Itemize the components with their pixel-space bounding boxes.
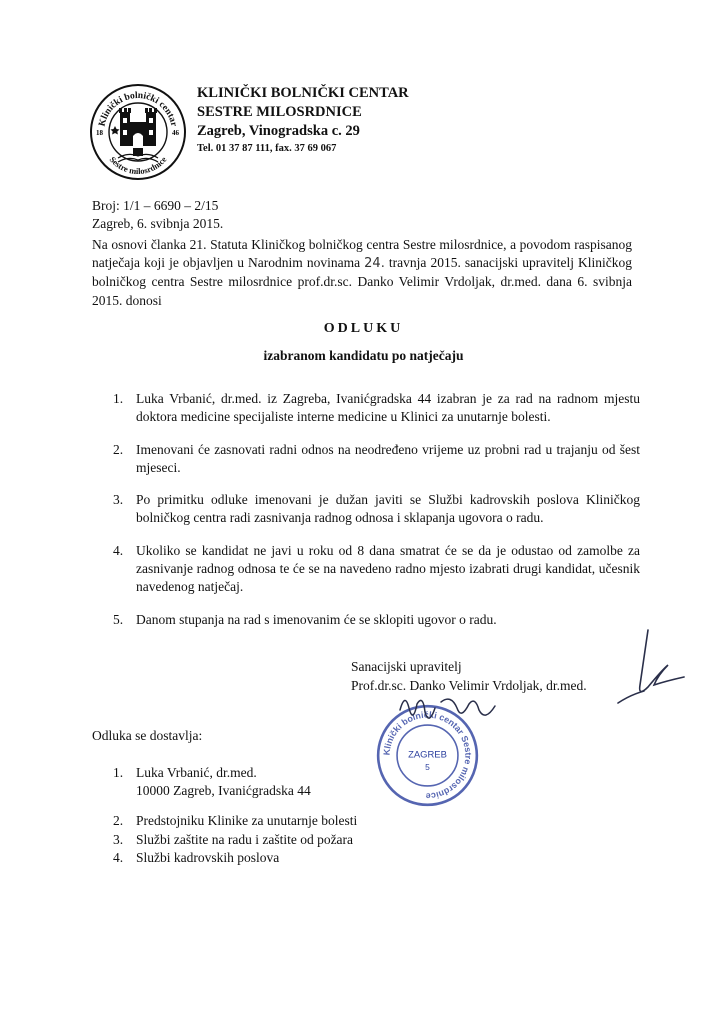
institution-address: Zagreb, Vinogradska c. 29 [197,123,360,139]
recipient-number: 1. [113,765,124,780]
signatory-name: Prof.dr.sc. Danko Velimir Vrdoljak, dr.med. [351,678,587,693]
institution-name-line1: KLINIČKI BOLNIČKI CENTAR [197,85,409,101]
stamp-city: ZAGREB [408,749,447,761]
stamp-ring-text: Klinički bolnički centar Sestre milosrdnice [381,709,474,802]
intro-paragraph [92,236,632,310]
logo-ring-bottom: Sestre milosrdnice [107,154,169,177]
decision-item [100,390,640,427]
recipient-name: Luka Vrbanić, dr.med. [136,765,257,780]
initials-signature [395,690,505,730]
decision-item [100,542,640,597]
decision-items [100,390,640,629]
decision-item [100,611,640,629]
logo-year-left: 18 [96,129,103,137]
handwritten-signature [610,625,690,710]
item-number: 2. [113,441,124,457]
recipient-name: Predstojniku Klinike za unutarnje bolesti [136,813,358,829]
hospital-logo-seal [88,82,188,182]
handwritten-day: 24. [364,256,385,272]
institution-header [197,84,409,157]
distribution-list [100,764,357,867]
institution-name-line2: SESTRE MILOSRDNICE [197,104,362,120]
item-text: Imenovani će zasnovati radni odnos na neodređeno vrijeme uz probni rad u trajanju od šest mjeseci. [136,441,640,475]
recipient-number: 2. [113,813,124,829]
item-number: 1. [113,391,124,406]
item-number: 3. [113,492,124,508]
decision-item [100,491,640,528]
recipient-name: Službi kadrovskih poslova [136,849,280,865]
recipient-item [100,764,357,800]
signatory-role: Sanacijski upravitelj [351,659,462,674]
place-date: Zagreb, 6. svibnja 2015. [92,216,224,231]
logo-ring-top: Klinički bolnički centar [97,90,179,128]
decision-title: ODLUKU [323,321,404,336]
logo-year-right: 46 [172,129,179,137]
recipient-item [100,812,357,830]
star-icon [111,126,120,135]
item-number: 5. [113,611,124,627]
recipient-number: 4. [113,849,124,865]
intro-text-before: Na osnovi članka 21. Statuta Kliničkog bolničkog centra Sestre milosrdnice, a povodom raspisanog natječaja koji je objavljen u Narodnim novinama [92,237,632,271]
item-text: Po primitku odluke imenovani je dužan javiti se Službi kadrovskih poslova Kliničkog bolničkog centra radi zasnivanja radnog odnosa i sklapanja ugovora o radu. [136,492,640,526]
recipient-item [100,831,357,849]
intro-text-after: travnja 2015. sanacijski upravitelj Kliničkog bolničkog centra Sestre milosrdnice prof.dr.sc. Danko Velimir Vrdoljak, dr.med. dana 6. svibnja 2015. donosi [92,255,633,308]
recipient-number: 3. [113,831,124,847]
reference-number: Broj: 1/1 – 6690 – 2/15 [92,198,219,213]
stamp-number: 5 [425,762,430,773]
item-number: 4. [113,542,124,558]
institution-contact: Tel. 01 37 87 111, fax. 37 69 067 [197,143,337,154]
item-text: Danom stupanja na rad s imenovanim će se sklopiti ugovor o radu. [136,611,497,627]
item-text: Luka Vrbanić, dr.med. iz Zagreba, Ivanićgradska 44 izabran je za rad na radnom mjestu doktora medicine specijaliste interne medicine u Klinici za unutarnje bolesti. [136,391,640,425]
item-text: Ukoliko se kandidat ne javi u roku od 8 dana smatrat će se da je odustao od zamolbe za zasnivanje radnog odnosa te će se na navedeno radno mjesto izabrati drugi kandidat, učesnik navedenog natječaj. [136,542,640,595]
reference-block [92,197,223,233]
distribution-label: Odluka se dostavlja: [92,728,203,743]
recipient-item [100,849,357,867]
decision-subtitle: izabranom kandidatu po natječaju [263,348,464,363]
decision-item [100,441,640,478]
recipient-name: Službi zaštite na radu i zaštite od požara [136,831,354,847]
recipient-address: 10000 Zagreb, Ivanićgradska 44 [136,783,311,799]
